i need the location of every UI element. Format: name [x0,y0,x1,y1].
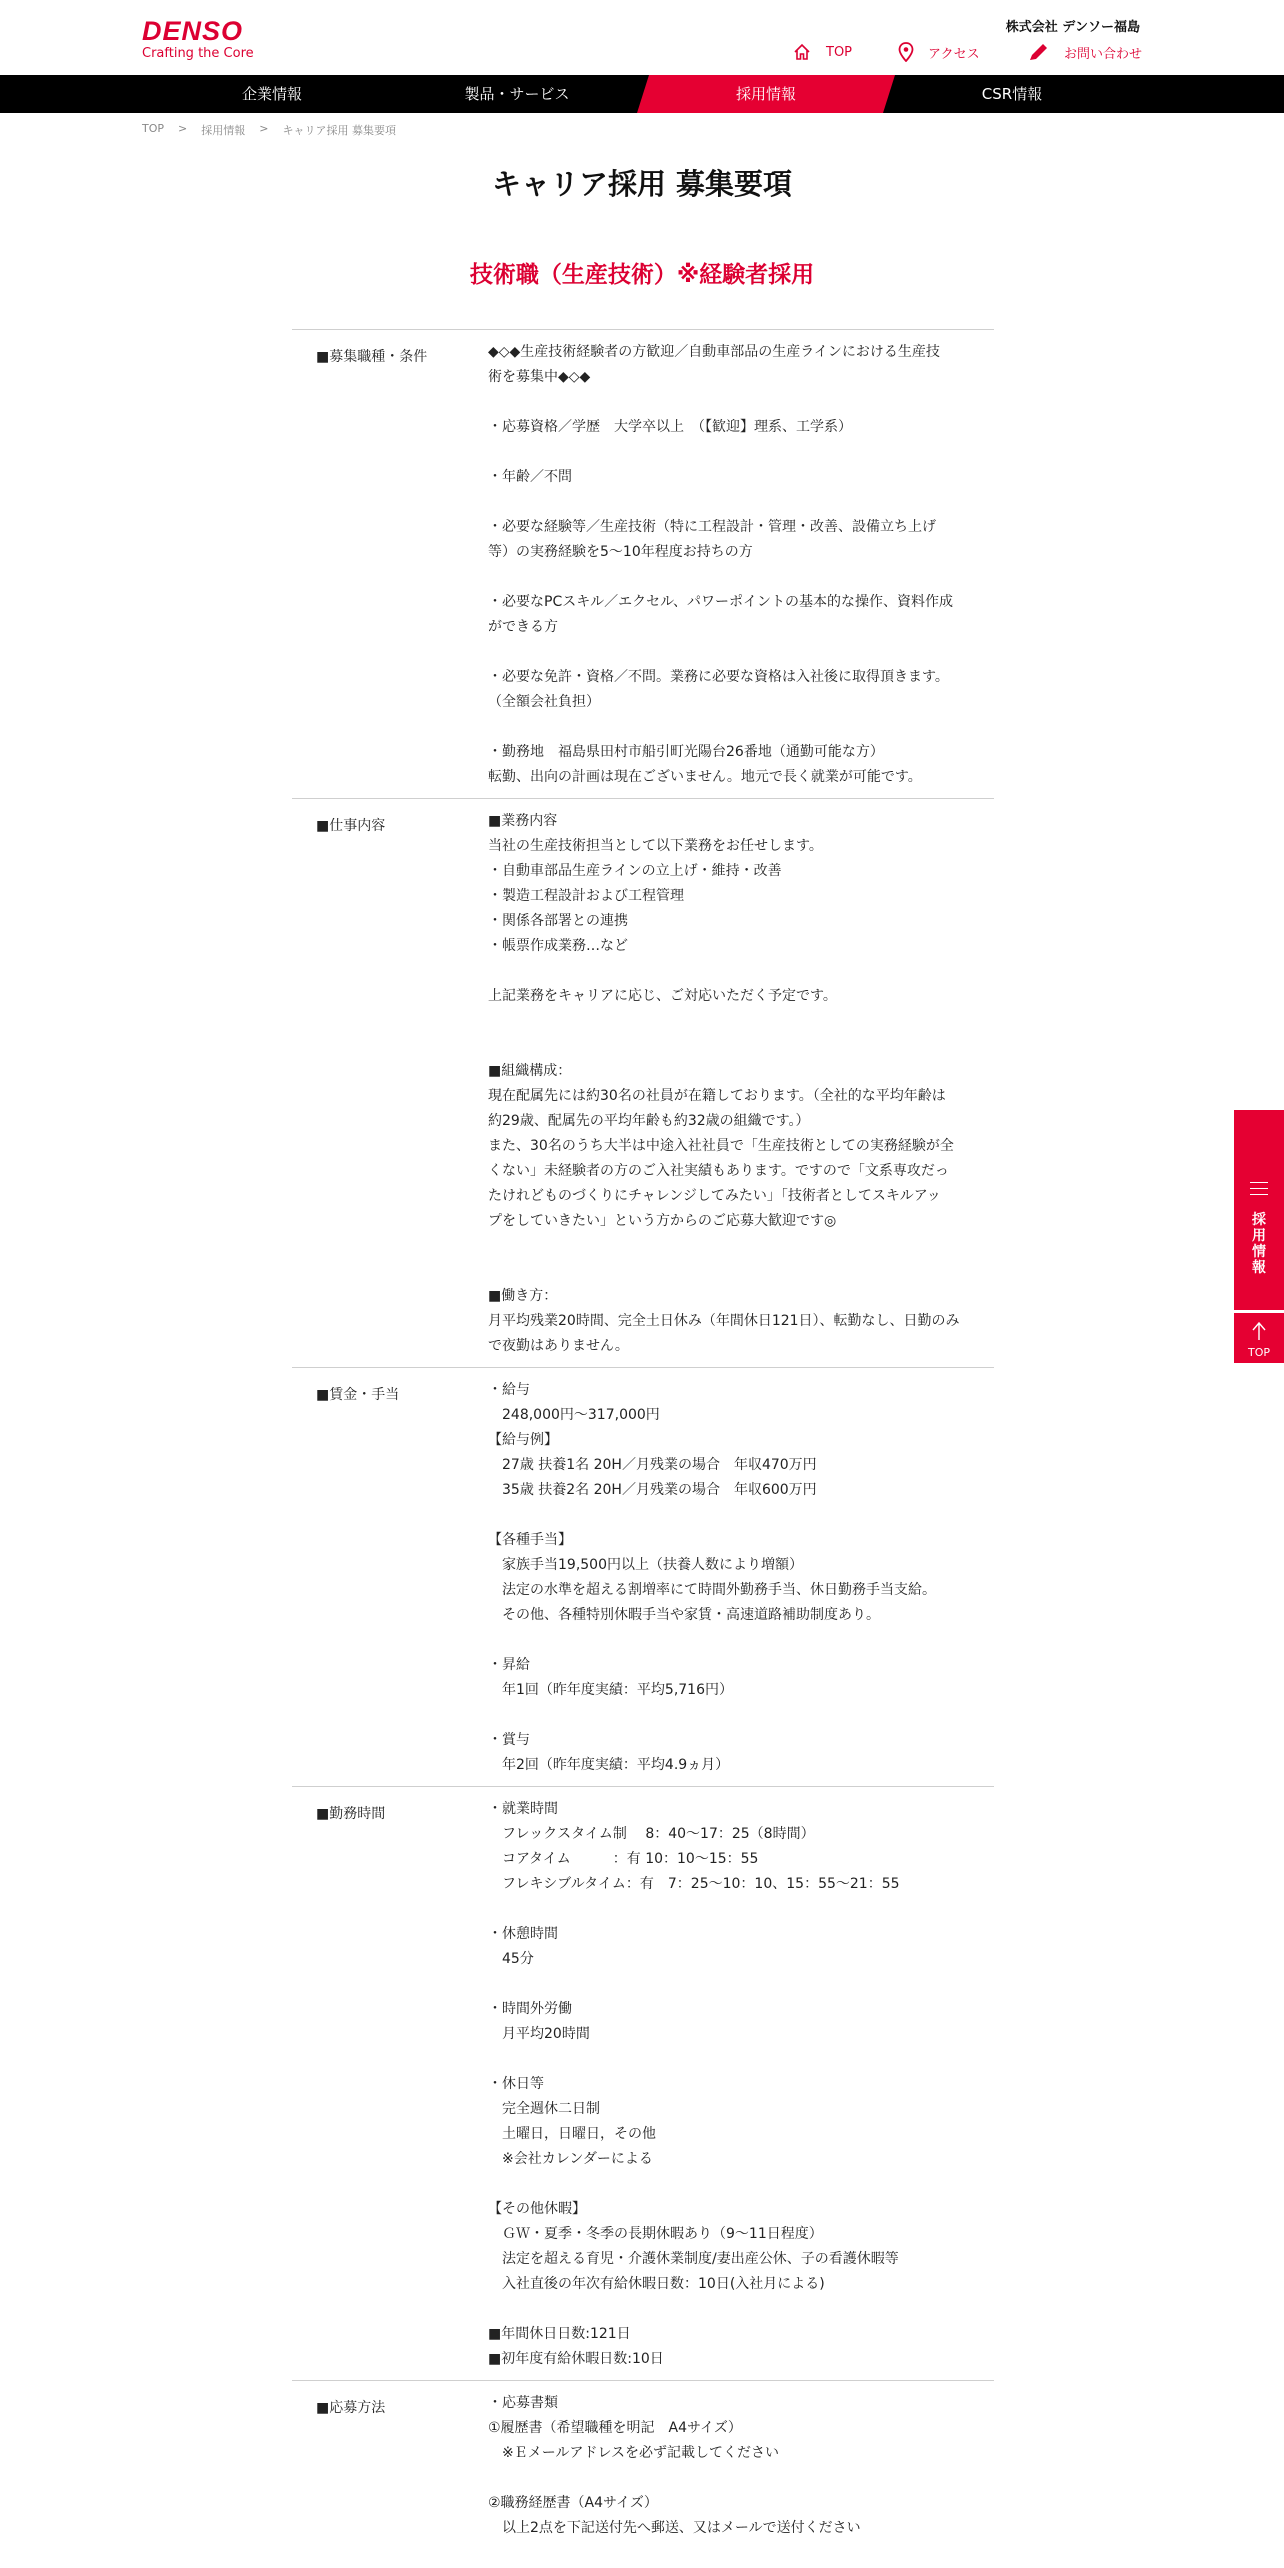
content-line: ・応募書類 [488,2395,558,2411]
content-line: 法定を超える育児・介護休業制度/妻出産公休、子の看護休暇等 [488,2251,899,2267]
row-content [484,1368,994,1786]
content-line: フレックスタイム制 8：40～17：25（8時間） [488,1826,815,1842]
breadcrumb-separator: > [259,122,269,135]
content-line: ・必要な免許・資格／不問。業務に必要な資格は入社後に取得頂きます。 [488,669,949,685]
util-top-label: TOP [826,44,853,60]
content-line [488,490,994,515]
content-line [488,1703,994,1728]
util-access-link[interactable] [898,42,980,62]
content-line: コアタイム ：有 10：10〜15：55 [488,1851,759,1867]
content-line: 月平均残業20時間、完全土日休み（年間休日121日）、転勤なし、日勤のみ [488,1313,960,1329]
content-line: ・休日等 [488,2076,544,2092]
content-line [488,1259,994,1284]
content-line: ・休憩時間 [488,1926,558,1942]
content-line [488,1972,994,1997]
content-line: ・給与 [488,1382,530,1398]
content-line: 【給与例】 [488,1432,558,1448]
content-line [488,1234,994,1259]
content-line [488,1628,994,1653]
row-content [484,330,994,798]
content-line: また、30名のうち大半は中途入社社員で「生産技術としての実務経験が全 [488,1138,954,1154]
logo-tagline: Crafting the Core [142,46,254,61]
content-line: ・製造工程設計および工程管理 [488,888,684,904]
content-line: たけれどものづくりにチャレンジしてみたい」「技術者としてスキルアッ [488,1188,941,1204]
table-row [292,1367,994,1786]
content-line: で夜勤はありません。 [488,1338,629,1354]
table-row [292,798,994,1367]
content-line [488,640,994,665]
nav-item-recruit[interactable]: 採用情報 [735,85,796,103]
content-line: 転勤、出向の計画は現在ございません。地元で長く就業が可能です。 [488,769,922,785]
content-line [488,565,994,590]
logo-wordmark: DENSO [142,16,244,46]
table-row [292,1786,994,2380]
content-line: ができる方 [488,619,558,635]
row-label: ■仕事内容 [316,818,386,834]
breadcrumb-top[interactable]: TOP [142,122,165,135]
content-line [488,2466,994,2491]
table-row [292,329,994,798]
content-line: ・必要なPCスキル／エクセル、パワーポイントの基本的な操作、資料作成 [488,594,953,610]
content-line: 入社直後の年次有給休暇日数：10日(入社月による) [488,2276,825,2292]
content-line: ■業務内容 [488,813,558,829]
content-line: ※会社カレンダーによる [488,2151,653,2167]
content-line: ※Ｅメールアドレスを必ず記載してください [488,2445,780,2461]
content-line: 約29歳、配属先の平均年齢も約32歳の組織です。） [488,1113,810,1129]
content-line [488,1897,994,1922]
breadcrumb-current: キャリア採用 募集要項 [282,124,396,137]
content-line: 27歳 扶養1名 20H／月残業の場合 年収470万円 [488,1457,817,1473]
content-line: ・自動車部品生産ラインの立上げ・維持・改善 [488,863,782,879]
util-contact-label: お問い合わせ [1064,46,1143,62]
content-line: ・時間外労働 [488,2001,572,2017]
row-label: ■募集職種・条件 [316,349,428,365]
row-content [484,799,994,1367]
requirements-table [292,329,994,2549]
content-line: フレキシブルタイム：有 7：25〜10：10、15：55〜21：55 [488,1876,900,1892]
side-top-label: TOP [1247,1346,1270,1359]
content-line: （全額会社負担） [488,694,600,710]
content-line [488,2047,994,2072]
content-line: ・必要な経験等／生産技術（特に工程設計・管理・改善、設備立ち上げ [488,519,936,535]
content-line: 上記業務をキャリアに応じ、ご対応いただく予定です。 [488,988,837,1004]
table-row [292,2380,994,2549]
content-line: ■組織構成： [488,1063,572,1079]
content-line: ・関係各部署との連携 [488,913,628,929]
content-line: 45分 [488,1951,534,1967]
breadcrumb [142,122,410,138]
company-name: 株式会社 デンソー福島 [1005,20,1140,35]
content-line: ◆◇◆生産技術経験者の方歓迎／自動車部品の生産ラインにおける生産技 [488,344,940,360]
row-label: ■勤務時間 [316,1806,386,1822]
row-label: ■応募方法 [316,2400,386,2416]
denso-logo[interactable] [142,18,254,62]
side-page-top-button[interactable] [1234,1313,1284,1363]
content-line: 術を募集中◆◇◆ [488,369,591,385]
content-line [488,1503,994,1528]
content-line: ②職務経歴書（A4サイズ） [488,2495,658,2511]
breadcrumb-recruit[interactable]: 採用情報 [201,124,246,137]
content-line: 完全週休二日制 [488,2101,600,2117]
content-line [488,715,994,740]
map-pin-icon [898,42,914,62]
pencil-icon [1028,42,1050,62]
home-icon [792,42,812,62]
util-contact-link[interactable] [1028,42,1142,62]
nav-item-products[interactable]: 製品・サービス [464,85,570,103]
content-line [488,390,994,415]
content-line: 以上2点を下記送付先へ郵送、又はメールで送付ください [488,2520,861,2536]
content-line: くない」未経験者の方のご入社実績もあります。ですので「文系専攻だっ [488,1163,949,1179]
content-line: ・賞与 [488,1732,530,1748]
content-line: 【各種手当】 [488,1532,572,1548]
content-line: 土曜日，日曜日，その他 [488,2126,656,2142]
row-content [484,1787,994,2380]
content-line: 【その他休暇】 [488,2201,586,2217]
content-line: ・応募資格／学歴 大学卒以上 （【歓迎】理系、工学系） [488,419,852,435]
nav-item-csr[interactable]: CSR情報 [981,85,1043,103]
content-line: 法定の水準を超える割増率にて時間外勤務手当、休日勤務手当支給。 [488,1582,936,1598]
content-line: 年2回（昨年度実績：平均4.9ヵ月） [488,1757,730,1773]
content-line: その他、各種特別休暇手当や家賃・高速道路補助制度あり。 [488,1607,880,1623]
content-line: ・帳票作成業務…など [488,938,628,954]
content-line [488,959,994,984]
content-line: 家族手当19,500円以上（扶養人数により増額） [488,1557,803,1573]
job-subtitle: 技術職（生産技術）※経験者採用 [469,262,815,288]
content-line [488,1009,994,1034]
row-content [484,2381,994,2549]
global-nav [0,75,1284,113]
content-line: ①履歴書（希望職種を明記 A4サイズ） [488,2420,742,2436]
content-line: ・昇給 [488,1657,530,1673]
content-line: 月平均20時間 [488,2026,590,2042]
content-line: ・勤務地 福島県田村市船引町光陽台26番地（通勤可能な方） [488,744,884,760]
content-line: 248,000円～317,000円 [488,1407,660,1423]
side-recruit-label: 採用情報 [1252,1212,1266,1276]
content-line [488,1034,994,1059]
breadcrumb-separator: > [178,122,188,135]
content-line [488,440,994,465]
row-label: ■賃金・手当 [316,1387,400,1403]
hamburger-icon [1250,1182,1268,1200]
content-line: 35歳 扶養2名 20H／月残業の場合 年収600万円 [488,1482,817,1498]
content-line: 等）の実務経験を5〜10年程度お持ちの方 [488,544,753,560]
page-title: キャリア採用 募集要項 [491,167,793,201]
content-line [488,2297,994,2322]
content-line [488,2172,994,2197]
content-line: ■年間休日日数:121日 [488,2326,631,2342]
side-recruit-menu-button[interactable] [1234,1110,1284,1310]
arrow-up-icon [1251,1321,1267,1341]
content-line: 年1回（昨年度実績：平均5,716円） [488,1682,733,1698]
content-line: ■初年度有給休暇日数:10日 [488,2351,664,2367]
content-line: 当社の生産技術担当として以下業務をお任せします。 [488,838,823,854]
content-line: プをしていきたい」という方からのご応募大歓迎です◎ [488,1213,837,1229]
content-line: ・就業時間 [488,1801,558,1817]
content-line: ・年齢／不問 [488,469,572,485]
content-line: ＧＷ・夏季・冬季の長期休暇あり（9～11日程度） [488,2226,823,2242]
content-line: 現在配属先には約30名の社員が在籍しております。（全社的な平均年齢は [488,1088,946,1104]
site-header [0,0,1284,75]
util-access-label: アクセス [928,46,980,62]
content-line: ■働き方： [488,1288,558,1304]
util-top-link[interactable] [792,42,852,62]
nav-item-company[interactable]: 企業情報 [241,85,302,103]
